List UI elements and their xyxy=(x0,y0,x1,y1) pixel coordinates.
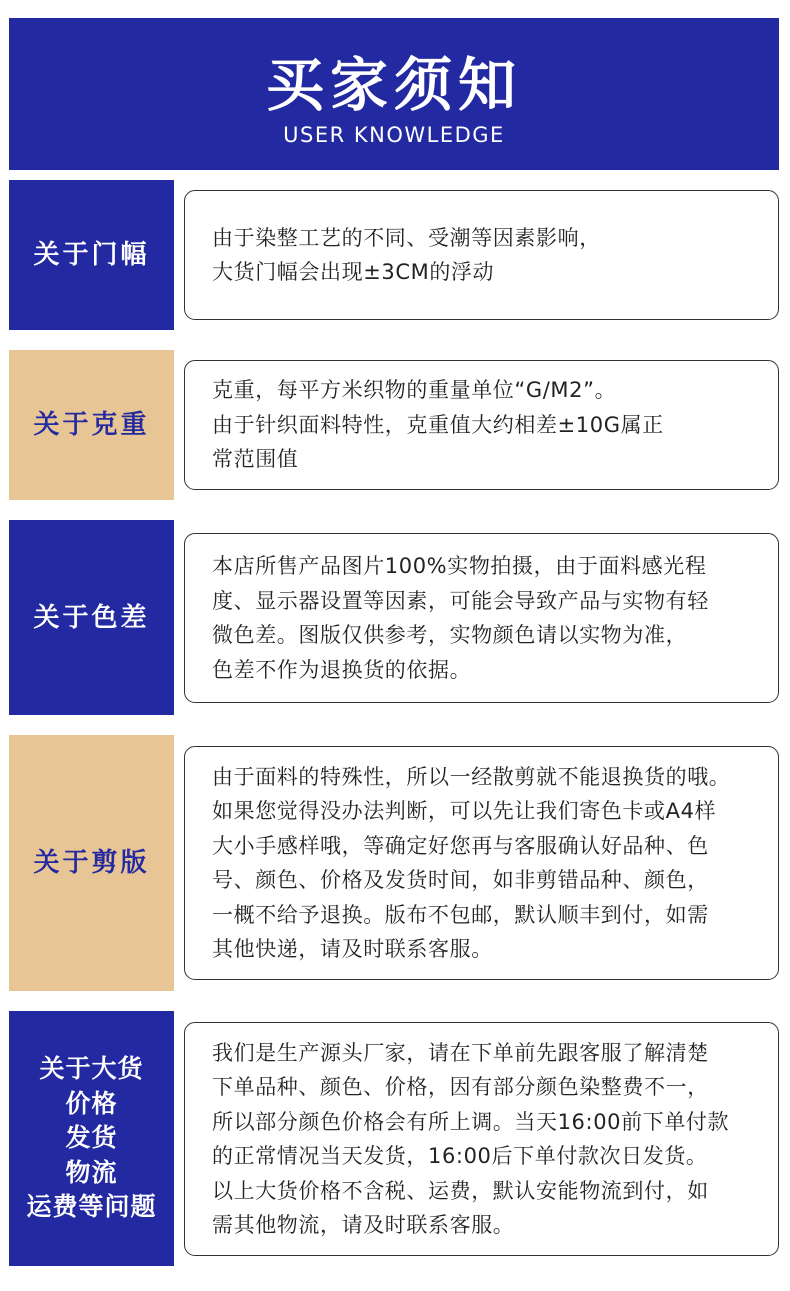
text-line: 本店所售产品图片100%实物拍摄，由于面料感光程 xyxy=(212,554,707,578)
text-line: 由于针织面料特性，克重值大约相差±10G属正 xyxy=(212,412,664,437)
text-line: 一概不给予退换。版布不包邮，默认顺丰到付，如需 xyxy=(212,902,709,927)
text-line: 由于面料的特殊性，所以一经散剪就不能退换货的哦。 xyxy=(212,764,731,789)
text-line: 所以部分颜色价格会有所上调。当天16:00前下单付款 xyxy=(212,1109,730,1134)
text-line: 如果您觉得没办法判断，可以先让我们寄色卡或A4样 xyxy=(212,799,717,823)
text-line: 大小手感样哦，等确定好您再与客服确认好品种、色 xyxy=(212,833,709,858)
section-bulk-shipping xyxy=(9,1011,779,1266)
text-line: 号、颜色、价格及发货时间，如非剪错品种、颜色， xyxy=(212,868,709,892)
section-label: 关于克重 xyxy=(9,350,174,500)
text-line: 克重，每平方米织物的重量单位“G/M2”。 xyxy=(212,378,617,403)
text-line: 色差不作为退换货的依据。 xyxy=(212,657,472,682)
text-line: 下单品种、颜色、价格，因有部分颜色染整费不一， xyxy=(212,1075,709,1099)
text-line: 其他快递，请及时联系客服。 xyxy=(212,937,493,961)
text-line: 的正常情况当天发货，16:00后下单付款次日发货。 xyxy=(212,1144,708,1168)
section-label: 关于色差 xyxy=(9,520,174,715)
section-label-line: 关于大货 xyxy=(39,1054,144,1084)
text-line: 大货门幅会出现±3CM的浮动 xyxy=(212,260,495,284)
section-label-line: 运费等问题 xyxy=(26,1192,157,1222)
section-label-line: 物流 xyxy=(65,1157,118,1187)
text-line: 度、显示器设置等因素，可能会导致产品与实物有轻 xyxy=(212,588,709,613)
section-width xyxy=(9,180,779,330)
section-label-line: 价格 xyxy=(65,1088,118,1118)
section-text-box xyxy=(184,746,779,980)
section-label: 关于门幅 xyxy=(9,180,174,330)
section-text-box xyxy=(184,533,779,703)
text-line: 微色差。图版仅供参考，实物颜色请以实物为准， xyxy=(212,623,688,647)
section-cut-sample xyxy=(9,735,779,991)
text-line: 我们是生产源头厂家，请在下单前先跟客服了解清楚 xyxy=(212,1040,709,1065)
text-line: 以上大货价格不含税、运费，默认安能物流到付，如 xyxy=(212,1178,709,1203)
text-line: 由于染整工艺的不同、受潮等因素影响， xyxy=(212,225,601,250)
section-color-difference xyxy=(9,520,779,715)
section-label: 关于剪版 xyxy=(9,735,174,991)
section-label-line: 发货 xyxy=(65,1123,118,1153)
section-text-box xyxy=(184,190,779,320)
header-banner xyxy=(9,18,779,170)
section-label xyxy=(9,1011,174,1266)
section-text-box xyxy=(184,360,779,490)
section-text-box xyxy=(184,1022,779,1256)
text-line: 需其他物流，请及时联系客服。 xyxy=(212,1213,515,1237)
text-line: 常范围值 xyxy=(212,447,299,472)
page-title: 买家须知 xyxy=(265,51,522,119)
page-subtitle: USER KNOWLEDGE xyxy=(283,123,505,147)
section-weight xyxy=(9,350,779,500)
